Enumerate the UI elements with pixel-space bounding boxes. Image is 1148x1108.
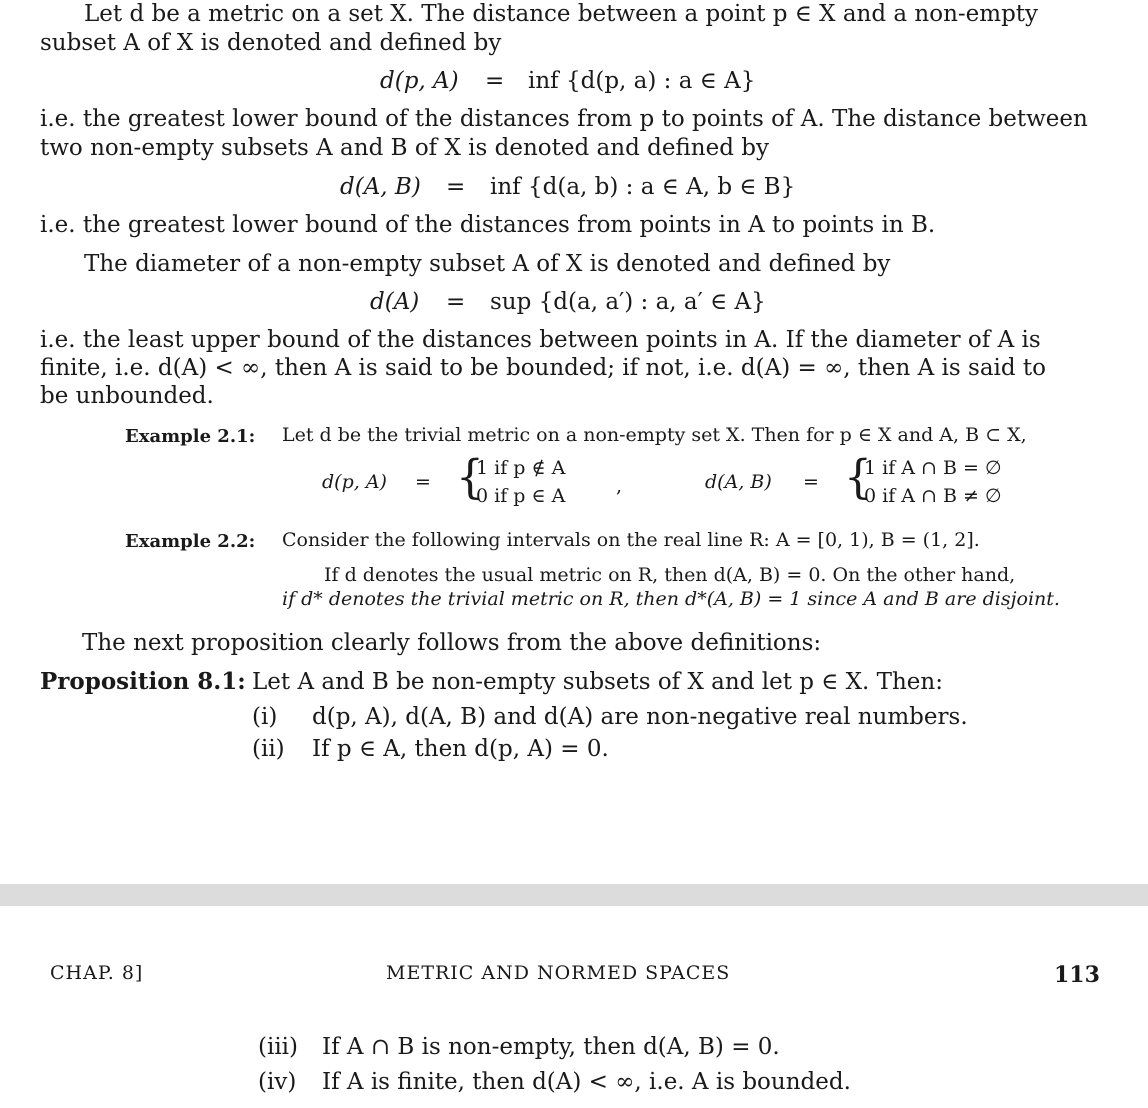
cases-equals: = (415, 471, 431, 493)
equation-equals: = (446, 289, 466, 315)
case-row: 1 if p ∉ A (476, 457, 566, 479)
paragraph-line: be unbounded. (40, 383, 214, 409)
cases-equals: = (803, 471, 819, 493)
example-label: Example 2.2: (125, 531, 256, 552)
paragraph-line: Let d be a metric on a set X. The distance between a point p ∈ X and a non-empty (84, 1, 1039, 27)
proposition-item-text: d(p, A), d(A, B) and d(A) are non-negative real numbers. (312, 704, 968, 730)
proposition-item-number: (iv) (258, 1069, 297, 1095)
cases-lhs: d(p, A) (322, 471, 387, 493)
equation-equals: = (446, 174, 466, 200)
equation-equals: = (485, 68, 505, 94)
example-label: Example 2.1: (125, 426, 256, 447)
example-text: If d denotes the usual metric on R, then d(A, B) = 0. On the other hand, (324, 564, 1016, 586)
example-text: if d* denotes the trivial metric on R, then d*(A, B) = 1 since A and B are disjoint. (282, 588, 1060, 610)
proposition-item-text: If A is finite, then d(A) < ∞, i.e. A is bounded. (322, 1069, 851, 1095)
paragraph-line: i.e. the greatest lower bound of the distances from p to points of A. The distance between (40, 106, 1088, 132)
left-brace: { (456, 450, 484, 505)
left-brace: { (844, 450, 872, 505)
equation-lhs: d(A, B) (340, 174, 421, 200)
page-number: 113 (1054, 962, 1100, 988)
equation-lhs: d(A) (370, 289, 420, 315)
paragraph-line: i.e. the greatest lower bound of the distances from points in A to points in B. (40, 212, 936, 238)
proposition-label: Proposition 8.1: (40, 668, 246, 695)
cases-comma: , (616, 475, 623, 497)
proposition-text: Let A and B be non-empty subsets of X and let p ∈ X. Then: (252, 669, 943, 695)
proposition-item-number: (ii) (252, 736, 285, 762)
example-text: Consider the following intervals on the real line R: A = [0, 1), B = (1, 2]. (282, 529, 980, 551)
example-text: Let d be the trivial metric on a non-empty set X. Then for p ∈ X and A, B ⊂ X, (282, 424, 1027, 446)
case-row: 0 if p ∈ A (476, 485, 566, 507)
paragraph-line: two non-empty subsets A and B of X is denoted and defined by (40, 135, 769, 161)
paragraph-line: finite, i.e. d(A) < ∞, then A is said to be bounded; if not, i.e. d(A) = ∞, then A is said to (40, 355, 1047, 381)
page-separator (0, 884, 1148, 906)
paragraph-line: i.e. the least upper bound of the distances between points in A. If the diameter of A is (40, 327, 1041, 353)
equation-rhs: inf {d(a, b) : a ∈ A, b ∈ B} (490, 174, 796, 200)
equation-rhs: inf {d(p, a) : a ∈ A} (528, 68, 756, 94)
equation-rhs: sup {d(a, a′) : a, a′ ∈ A} (490, 289, 766, 315)
paragraph-line: The next proposition clearly follows from the above definitions: (82, 630, 822, 656)
paragraph-line: subset A of X is denoted and defined by (40, 30, 502, 56)
equation-lhs: d(p, A) (380, 68, 459, 94)
paragraph-line: The diameter of a non-empty subset A of X is denoted and defined by (84, 251, 891, 277)
proposition-item-text: If A ∩ B is non-empty, then d(A, B) = 0. (322, 1034, 780, 1060)
cases-lhs: d(A, B) (705, 471, 772, 493)
proposition-item-number: (iii) (258, 1034, 299, 1060)
running-header-title: METRIC AND NORMED SPACES (386, 962, 731, 984)
case-row: 0 if A ∩ B ≠ ∅ (864, 485, 1002, 507)
running-header-chapter: CHAP. 8] (50, 962, 144, 984)
proposition-item-number: (i) (252, 704, 278, 730)
proposition-item-text: If p ∈ A, then d(p, A) = 0. (312, 736, 609, 762)
page-lower (0, 906, 1148, 1108)
case-row: 1 if A ∩ B = ∅ (864, 457, 1002, 479)
